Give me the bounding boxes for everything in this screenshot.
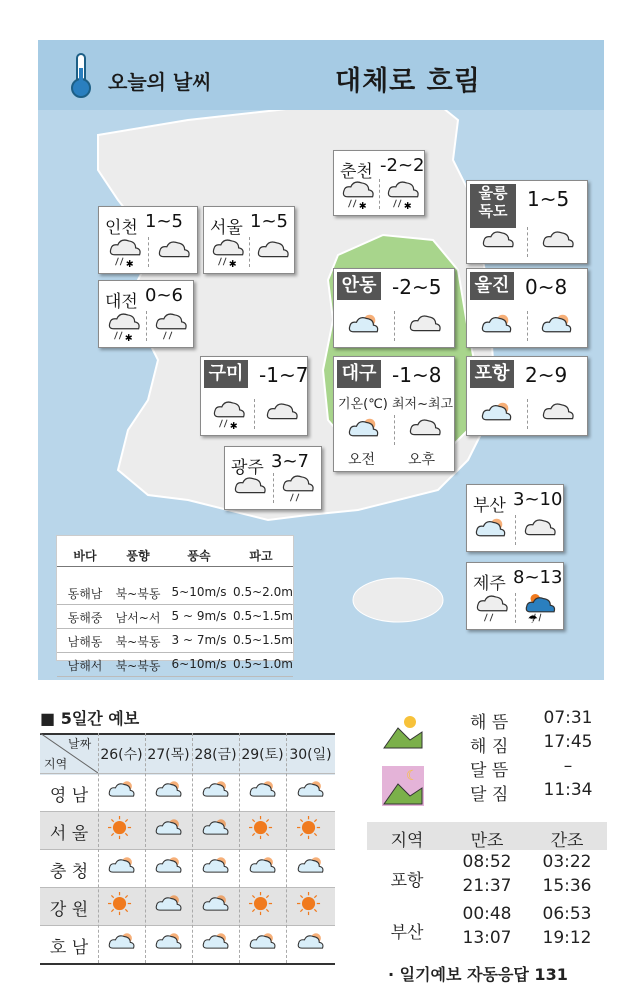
sun-icon	[296, 816, 326, 848]
partly-cloudy-icon	[107, 930, 137, 962]
sea-cell: 0.5~1.5m	[233, 633, 293, 647]
forecast-date: 26(수)	[100, 747, 143, 763]
sun-icon	[107, 816, 137, 848]
forecast-region: 호 남	[49, 938, 89, 958]
sun-moon-time: 11:34	[543, 780, 593, 800]
partly-cloudy-icon	[296, 854, 326, 886]
partly-cloudy-icon	[154, 854, 184, 886]
divider	[527, 399, 528, 429]
city-name-badge: 대구	[337, 360, 381, 388]
cloud-rain-snow-icon	[106, 237, 142, 273]
sea-cell: 5~10m/s	[171, 585, 227, 599]
city-temp: 2~9	[525, 363, 568, 387]
partly-cloudy-icon	[201, 930, 231, 962]
city-name-badge: 포항	[470, 360, 514, 388]
city-card	[466, 180, 588, 264]
divider	[273, 473, 274, 503]
sea-row	[57, 582, 293, 605]
sea-cell: 동해중	[67, 611, 103, 625]
tide-low: 19:12	[542, 928, 592, 948]
city-temp: 3~7	[271, 451, 309, 472]
tide-region: 부산	[390, 923, 424, 943]
sun-moon-label: 해 짐	[470, 737, 509, 757]
forecast-grid	[40, 733, 335, 963]
svg-text:✱: ✱	[229, 421, 238, 431]
sun-icon	[107, 892, 137, 924]
sun-icon	[248, 816, 278, 848]
thermometer-icon	[66, 52, 96, 100]
sun-icon	[248, 892, 278, 924]
partly-cloudy-icon	[201, 892, 231, 924]
sun-moon-time: 07:31	[543, 708, 593, 728]
city-card	[224, 446, 322, 510]
city-temp: -1~7	[259, 363, 309, 387]
divider	[146, 311, 147, 341]
city-name-badge: 구미	[204, 360, 248, 388]
city-card	[466, 356, 588, 436]
city-name: 대전	[105, 292, 138, 312]
city-name: 제주	[473, 574, 506, 594]
sea-cell: 북~북동	[115, 635, 161, 649]
city-card	[333, 150, 425, 216]
partly-cloudy-icon	[248, 930, 278, 962]
forecast-region: 충 청	[49, 862, 89, 882]
city-card	[203, 206, 295, 274]
sea-row	[57, 606, 293, 629]
city-name-badge: 울릉 독도	[470, 184, 516, 228]
partly-cloudy-icon	[107, 854, 137, 886]
city-card	[200, 356, 308, 436]
cloud-icon	[539, 227, 575, 263]
tide-high: 13:07	[462, 928, 512, 948]
cloud-icon	[406, 415, 442, 451]
forecast-region: 영 남	[49, 786, 89, 806]
divider	[148, 237, 149, 267]
city-name: 서울	[210, 218, 243, 238]
sea-cell: 북~북동	[115, 587, 161, 601]
sea-cell: 0.5~1.5m	[233, 609, 293, 623]
tide-high: 21:37	[462, 876, 512, 896]
sea-cell: 바다	[73, 549, 97, 563]
partly-cloudy-icon	[479, 399, 515, 435]
svg-text:✱: ✱	[228, 259, 237, 269]
corner-date: 날짜	[68, 737, 92, 751]
city-temp: 8~13	[513, 567, 563, 588]
partly-cloudy-icon	[346, 311, 382, 347]
partly-cloudy-icon	[296, 778, 326, 810]
divider	[394, 415, 395, 445]
legend-am: 오전	[348, 452, 376, 468]
city-name-badge: 안동	[337, 272, 381, 300]
partly-cloudy-icon	[473, 515, 509, 551]
city-temp: 1~5	[527, 187, 570, 211]
partly-cloudy-icon	[539, 311, 575, 347]
partly-cloudy-icon	[201, 778, 231, 810]
sea-cell: 동해남	[67, 587, 103, 601]
partly-cloudy-icon	[346, 415, 382, 451]
partly-cloudy-icon	[154, 778, 184, 810]
city-temp: 1~5	[145, 211, 183, 232]
divider	[249, 237, 250, 267]
header-main-title: 대체로 흐림	[335, 66, 481, 97]
cloud-icon	[155, 237, 191, 273]
partly-cloudy-icon	[201, 816, 231, 848]
svg-text:✱: ✱	[358, 201, 367, 211]
tide-table	[367, 822, 607, 952]
forecast-date: 28(금)	[194, 747, 237, 763]
sea-row	[57, 630, 293, 653]
sea-cell: 파고	[249, 549, 273, 563]
tide-high: 00:48	[462, 904, 512, 924]
sun-moon-time: 17:45	[543, 732, 593, 752]
partly-cloudy-icon	[107, 778, 137, 810]
tide-header: 만조	[470, 831, 504, 851]
city-card	[98, 280, 194, 348]
sun-moon-label: 달 뜸	[470, 761, 509, 781]
svg-text:✱: ✱	[125, 259, 134, 269]
corner-region: 지역	[44, 757, 68, 771]
tide-region: 포항	[390, 871, 424, 891]
forecast-title: ■ 5일간 예보	[40, 709, 140, 728]
footer-hotline: · 일기예보 자동응답 131	[388, 965, 568, 984]
partly-cloudy-icon	[479, 311, 515, 347]
tide-header: 지역	[390, 831, 424, 851]
header-bar	[38, 40, 604, 110]
partly-cloudy-icon	[154, 930, 184, 962]
city-card	[333, 268, 455, 348]
header-left-title: 오늘의 날씨	[108, 70, 212, 94]
sea-cell: 풍향	[126, 549, 150, 563]
city-name: 인천	[105, 218, 138, 238]
cloud-rain-icon	[279, 473, 315, 509]
cloud-rain-icon	[152, 311, 188, 347]
city-card	[466, 268, 588, 348]
legend-pm: 오후	[408, 452, 436, 468]
sun-moon-label: 달 짐	[470, 785, 509, 805]
sea-cell: 남해동	[67, 635, 103, 649]
sea-row	[57, 654, 293, 677]
city-name-badge: 울진	[470, 272, 514, 300]
city-temp: 3~10	[513, 489, 563, 510]
divider	[515, 515, 516, 545]
sea-cell: 3 ~ 7m/s	[171, 633, 227, 647]
sea-cell: 5 ~ 9m/s	[171, 609, 227, 623]
forecast-date: 29(토)	[241, 747, 284, 763]
cloud-rain-icon	[473, 593, 509, 629]
divider	[527, 311, 528, 341]
sun-moon-label: 해 뜸	[470, 713, 509, 733]
sun-moon-panel	[380, 706, 610, 816]
legend-temp-label: 기온(℃) 최저~최고	[338, 397, 454, 412]
forecast-region: 강 원	[49, 900, 89, 920]
city-card	[333, 356, 455, 472]
cloud-rain-snow-icon	[384, 179, 420, 215]
moon-icon	[382, 766, 424, 806]
svg-text:☂: ☂	[527, 613, 538, 625]
partly-cloudy-icon	[201, 854, 231, 886]
svg-text:✱: ✱	[124, 333, 133, 343]
tide-low: 03:22	[542, 852, 592, 872]
sun-icon	[296, 892, 326, 924]
city-card	[98, 206, 198, 274]
divider	[527, 227, 528, 257]
cloud-rain-snow-icon	[209, 237, 245, 273]
sea-cell: 남해서	[67, 659, 103, 673]
divider	[515, 593, 516, 623]
sea-header-row	[57, 544, 293, 567]
tide-low: 06:53	[542, 904, 592, 924]
svg-text:✱: ✱	[403, 201, 412, 211]
city-temp: -1~8	[392, 363, 442, 387]
cloud-rain-snow-icon	[210, 399, 246, 435]
tide-high: 08:52	[462, 852, 512, 872]
sea-cell: 0.5~2.0m	[233, 585, 293, 599]
sea-cell: 풍속	[187, 549, 211, 563]
divider	[394, 311, 395, 341]
city-temp: 1~5	[250, 211, 288, 232]
divider	[254, 399, 255, 429]
city-name: 부산	[473, 496, 506, 516]
sea-table	[56, 535, 294, 673]
city-temp: -2~2	[380, 155, 425, 176]
sea-cell: 북~북동	[115, 659, 161, 673]
cloud-icon	[231, 473, 267, 509]
partly-cloudy-icon	[154, 892, 184, 924]
cloud-icon	[254, 237, 290, 273]
partly-cloudy-icon	[248, 854, 278, 886]
city-card	[466, 484, 564, 552]
cloud-rain-sun-icon	[521, 593, 557, 629]
partly-cloudy-icon	[248, 778, 278, 810]
forecast-date: 27(목)	[147, 747, 190, 763]
city-temp: 0~6	[145, 285, 183, 306]
cloud-icon	[539, 399, 575, 435]
tide-low: 15:36	[542, 876, 592, 896]
cloud-rain-snow-icon	[339, 179, 375, 215]
city-card	[466, 562, 564, 630]
cloud-icon	[406, 311, 442, 347]
svg-text:☾: ☾	[406, 768, 419, 784]
cloud-icon	[521, 515, 557, 551]
sea-cell: 6~10m/s	[171, 657, 227, 671]
city-name: 광주	[231, 458, 264, 478]
city-temp: -2~5	[392, 275, 442, 299]
forecast-date: 30(일)	[289, 747, 332, 763]
divider	[379, 179, 380, 209]
forecast-region: 서 울	[49, 824, 89, 844]
cloud-icon	[263, 399, 299, 435]
sea-cell: 0.5~1.0m	[233, 657, 293, 671]
sun-moon-time: –	[563, 756, 573, 776]
city-name: 춘천	[340, 162, 373, 182]
partly-cloudy-icon	[154, 816, 184, 848]
city-temp: 0~8	[525, 275, 568, 299]
sea-cell: 남서~서	[115, 611, 161, 625]
sunrise-icon	[382, 710, 424, 750]
tide-header: 간조	[550, 831, 584, 851]
partly-cloudy-icon	[296, 930, 326, 962]
cloud-icon	[479, 227, 515, 263]
cloud-rain-snow-icon	[105, 311, 141, 347]
